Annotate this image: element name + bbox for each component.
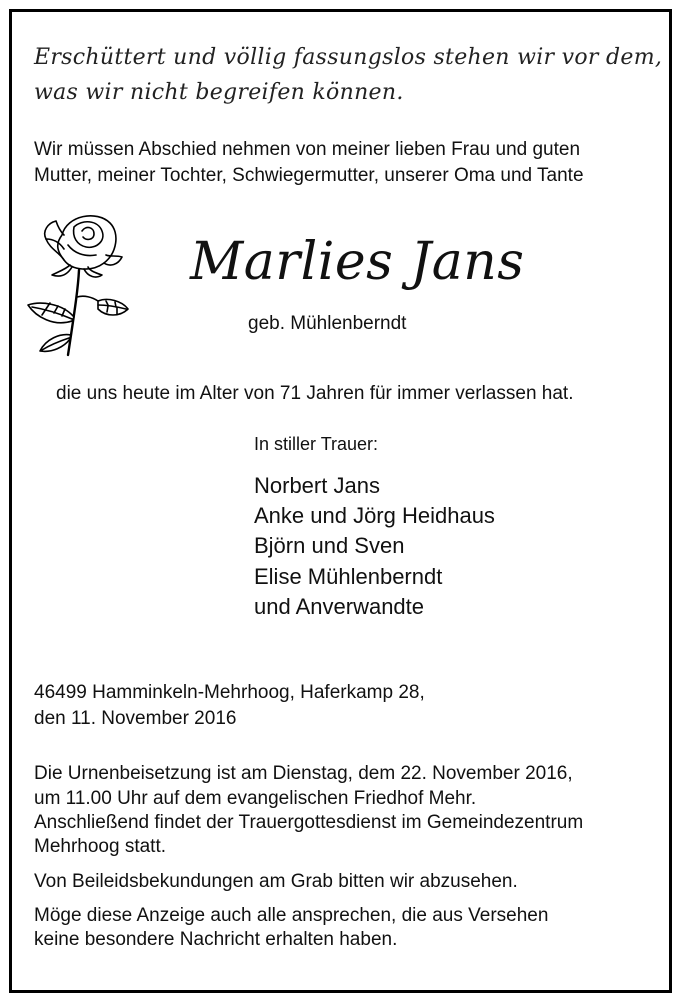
mourners-heading: In stiller Trauer: — [254, 434, 379, 454]
mourner-name: und Anverwandte — [254, 594, 425, 619]
funeral-line-2: um 11.00 Uhr auf dem evangelischen Friedhof Mehr. — [34, 788, 477, 809]
intro-line-2: Mutter, meiner Tochter, Schwiegermutter, unserer Oma und Tante — [34, 165, 584, 186]
deceased-name: Marlies Jans — [190, 232, 525, 292]
age-line: die uns heute im Alter von 71 Jahren für immer verlassen hat. — [56, 383, 574, 404]
address-line-2: den 11. November 2016 — [34, 708, 237, 729]
mourner-name: Norbert Jans — [254, 473, 380, 498]
condolence-note: Von Beileidsbekundungen am Grab bitten wir abzusehen. — [34, 871, 518, 892]
mourner-name: Björn und Sven — [254, 533, 405, 558]
rose-icon — [22, 205, 132, 365]
mourner-name: Elise Mühlenberndt — [254, 564, 443, 589]
intro-line-1: Wir müssen Abschied nehmen von meiner lieben Frau und guten — [34, 139, 581, 160]
address-line-1: 46499 Hamminkeln-Mehrhoog, Haferkamp 28, — [34, 682, 425, 703]
closing-line-1: Möge diese Anzeige auch alle ansprechen, die aus Versehen — [34, 905, 549, 926]
mourner-name: Anke und Jörg Heidhaus — [254, 503, 495, 528]
funeral-line-1: Die Urnenbeisetzung ist am Dienstag, dem 22. November 2016, — [34, 763, 573, 784]
motto-line-1: Erschüttert und völlig fassungslos stehen wir vor dem, — [34, 45, 663, 70]
funeral-line-3: Anschließend findet der Trauergottesdienst im Gemeindezentrum — [34, 812, 584, 833]
maiden-name: geb. Mühlenberndt — [248, 313, 407, 334]
motto-line-2: was wir nicht begreifen können. — [34, 80, 404, 105]
funeral-line-4: Mehrhoog statt. — [34, 836, 167, 857]
closing-line-2: keine besondere Nachricht erhalten haben. — [34, 929, 398, 950]
